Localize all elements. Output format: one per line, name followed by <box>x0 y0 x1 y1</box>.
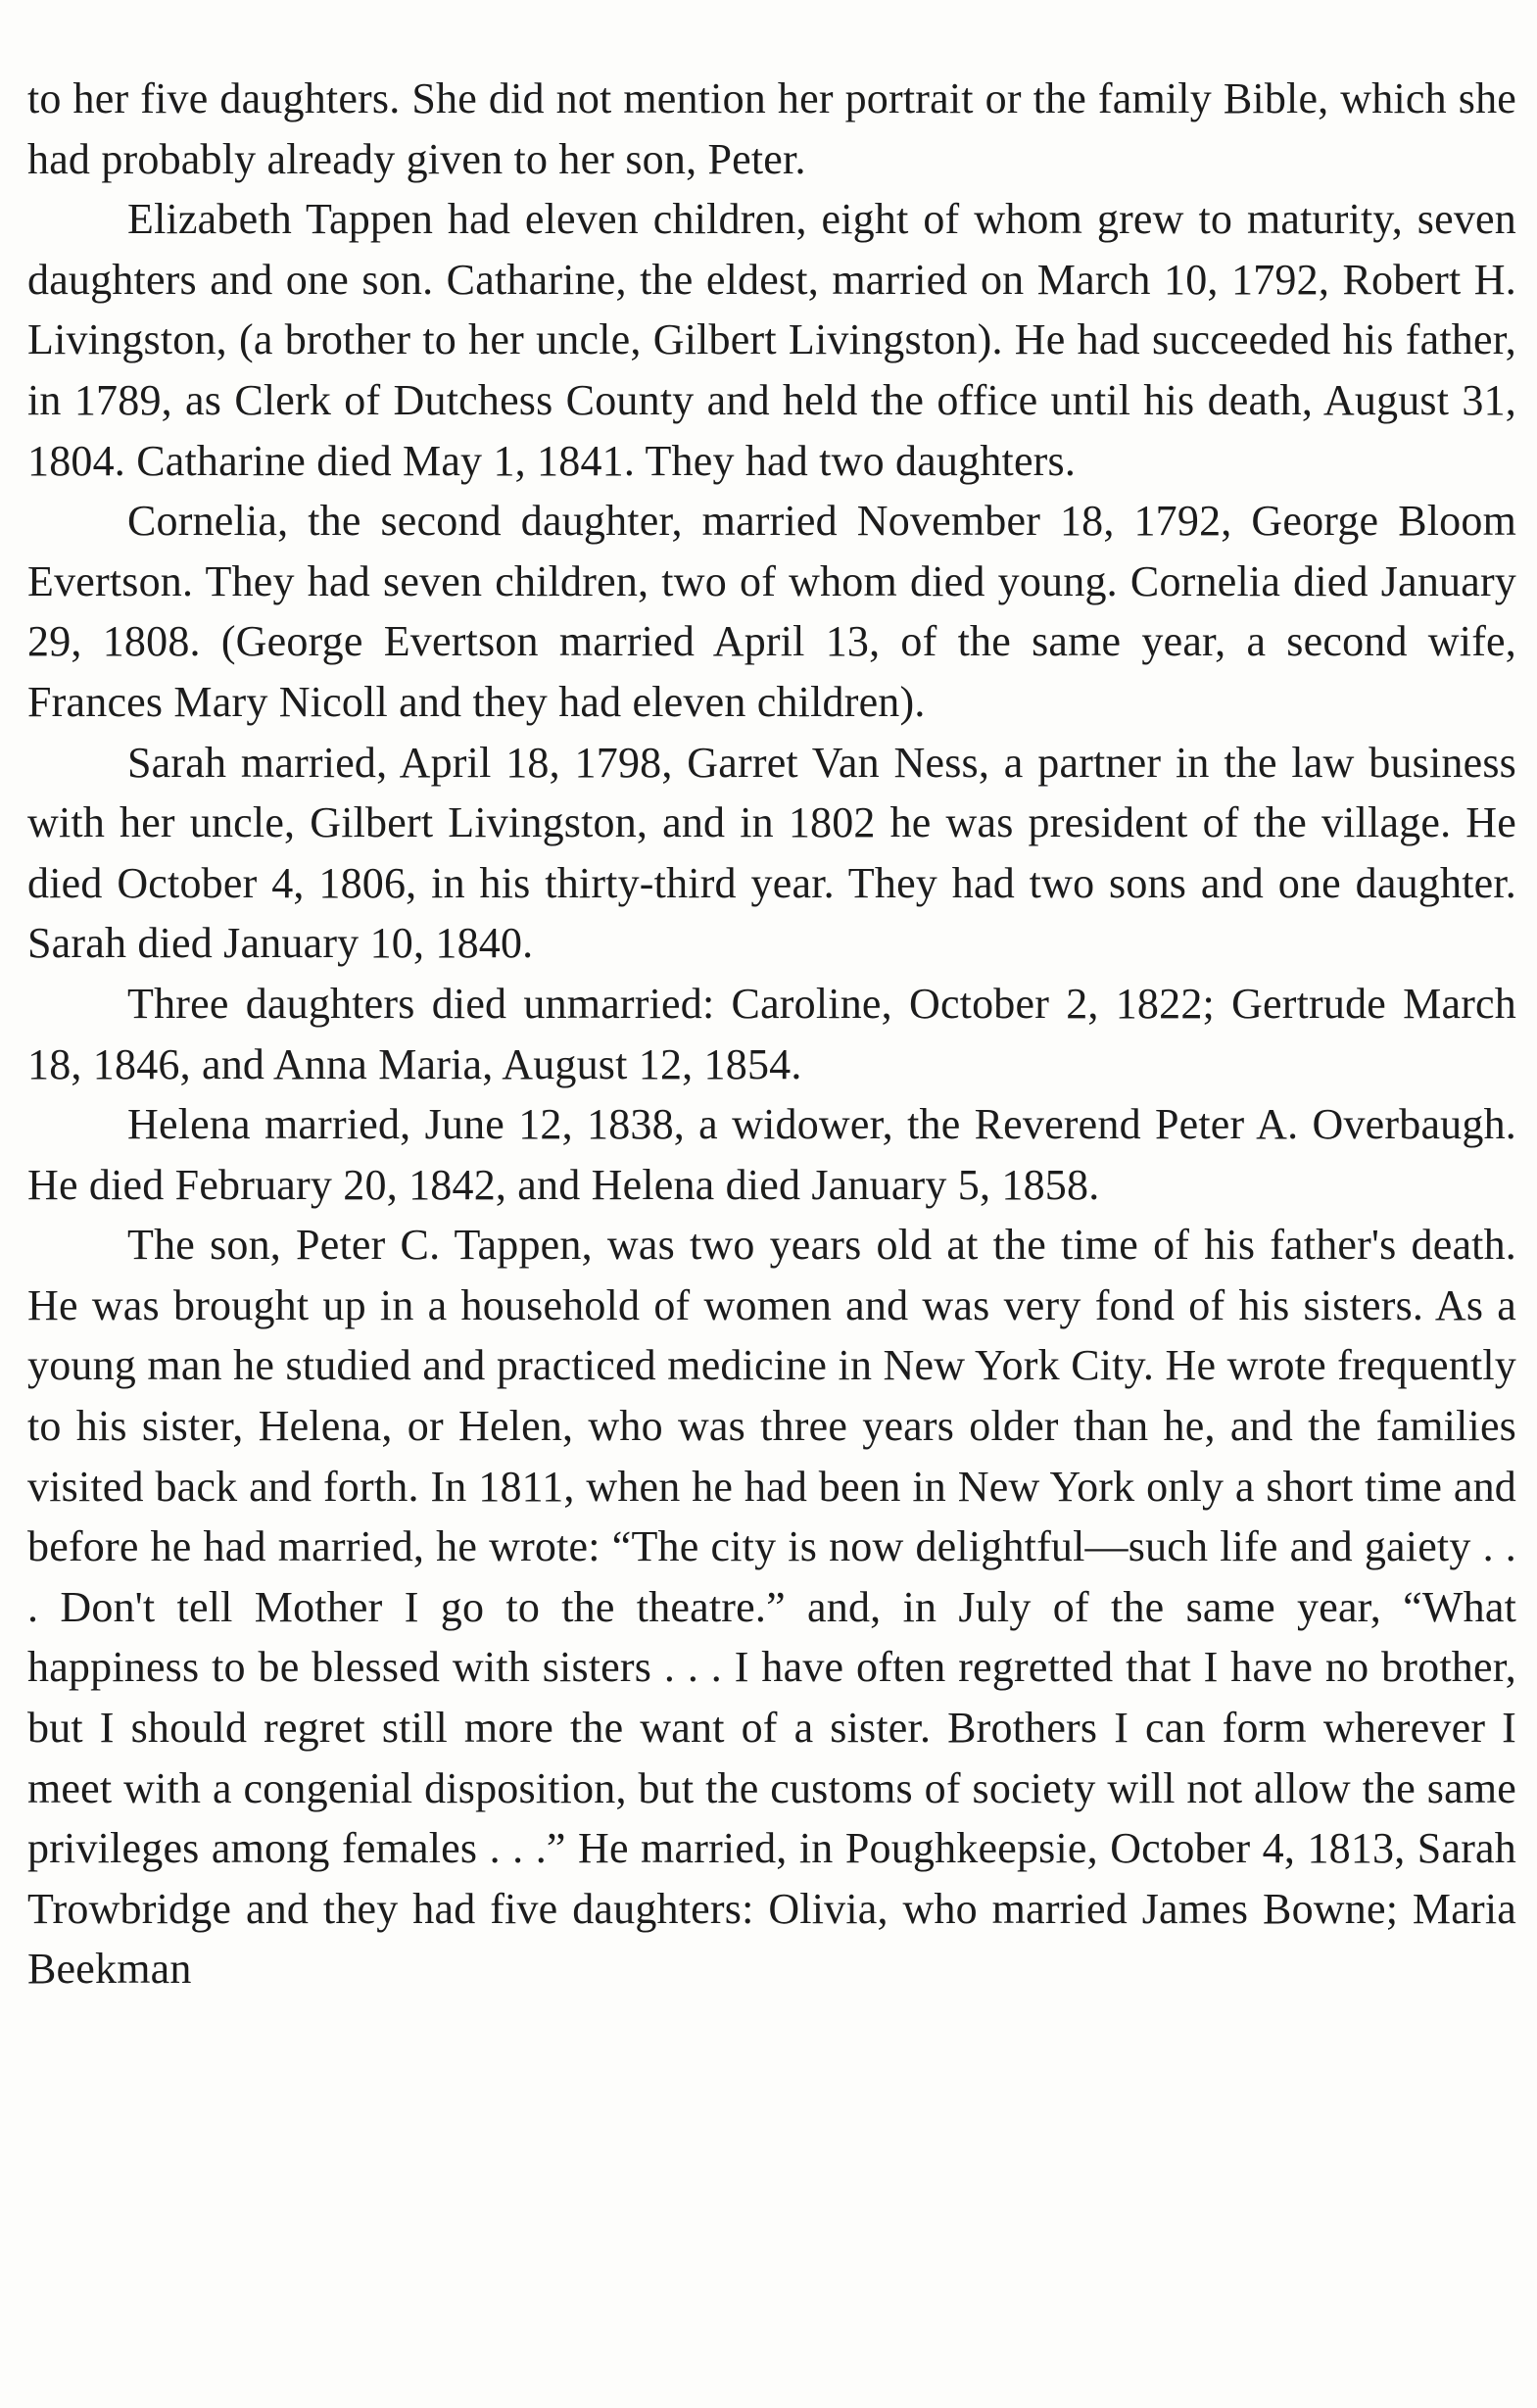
body-text <box>27 69 1516 1999</box>
paragraph-5: Three daughters died unmarried: Caroline, October 2, 1822; Gertrude March 18, 1846, and Anna Maria, August 12, 1854. <box>27 979 1516 1088</box>
paragraph-7: The son, Peter C. Tappen, was two years old at the time of his father's death. He was brought up in a household of women and was very fond of his sisters. As a young man he studied and practiced medicine in New York City. He wrote frequently to his sister, Helena, or Helen, who was three years older than he, and the families visited back and forth. In 1811, when he had been in New York only a short time and before he had married, he wrote: “The city is now delightful—such life and gaiety . . . Don't tell Mother I go to the theatre.” and, in July of the same year, “What happiness to be blessed with sisters . . . I have often regretted that I have no brother, but I should regret still more the want of a sister. Brothers I can form wherever I meet with a congenial disposition, but the customs of society will not allow the same privileges among females . . .” He married, in Poughkeepsie, October 4, 1813, Sarah Trowbridge and they had five daughters: Olivia, who married James Bowne; Maria Beekman <box>27 1221 1516 1994</box>
paragraph-1: to her five daughters. She did not mention her portrait or the family Bible, which she had probably already given to her son, Peter. <box>27 74 1516 183</box>
paragraph-4: Sarah married, April 18, 1798, Garret Van Ness, a partner in the law business with her uncle, Gilbert Livingston, and in 1802 he was president of the village. He died October 4, 1806, in his thirty-third year. They had two sons and one daughter. Sarah died January 10, 1840. <box>27 738 1516 968</box>
paragraph-6: Helena married, June 12, 1838, a widower, the Reverend Peter A. Overbaugh. He died February 20, 1842, and Helena died January 5, 1858. <box>27 1100 1516 1209</box>
paragraph-3: Cornelia, the second daughter, married November 18, 1792, George Bloom Evertson. They had seven children, two of whom died young. Cornelia died January 29, 1808. (George Evertson married April 13, of the same year, a second wife, Frances Mary Nicoll and they had eleven children). <box>27 497 1516 726</box>
paragraph-2: Elizabeth Tappen had eleven children, eight of whom grew to maturity, seven daughters and one son. Catharine, the eldest, married on March 10, 1792, Robert H. Livingston, (a brother to her uncle, Gilbert Livingston). He had succeeded his father, in 1789, as Clerk of Dutchess County and held the office until his death, August 31, 1804. Catharine died May 1, 1841. They had two daughters. <box>27 195 1516 485</box>
